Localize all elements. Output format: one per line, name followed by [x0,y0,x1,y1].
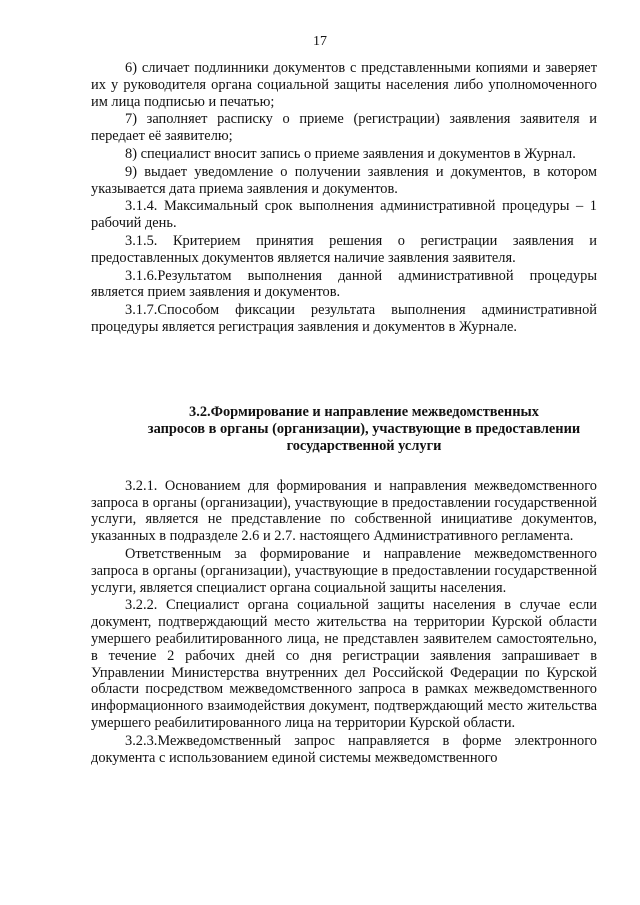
clause-3-1-6: 3.1.6.Результатом выполнения данной административной процедуры является прием заявления и документов. [91,267,597,301]
heading-line-2: запросов в органы (организации), участвующие в предоставлении [147,420,581,437]
clause-3-1-4: 3.1.4. Максимальный срок выполнения административной процедуры – 1 рабочий день. [91,198,597,232]
clause-3-2-2: 3.2.2. Специалист органа социальной защиты населения в случае если документ, подтверждающий место жительства на территории Курской области умершего реабилитированного лица, не представлен заявителем самостоятельно, в течение 2 рабочих дней со дня регистрации заявления запрашивает в Управлении Министерства внутренних дел Российской Федерации по Курской области посредством межведомственного запроса в рамках межведомственного информационного взаимодействия документ, подтверждающий место жительства умершего реабилитированного лица на территории Курской области. [91,597,597,731]
item-8-paragraph: 8) специалист вносит запись о приеме заявления и документов в Журнал. [125,145,576,162]
clause-3-1-7: 3.1.7.Способом фиксации результата выполнения административной процедуры является регистрация заявления и документов в Журнале. [91,302,597,335]
heading-line-1: 3.2.Формирование и направление межведомственных [189,403,539,420]
item-6-paragraph: 6) сличает подлинники документов с представленными копиями и заверяет их у руководителя органа социальной защиты населения либо уполномоченного им лица подписью и печатью; [91,60,597,110]
responsible-paragraph: Ответственным за формирование и направление межведомственного запроса в органы (организации), участвующие в предоставлении государственной услуги, является специалист органа социальной защиты населения. [91,545,597,596]
item-9-paragraph: 9) выдает уведомление о получении заявления и документов, в котором указывается дата приема заявления и документов. [91,163,597,197]
clause-3-1-5: 3.1.5. Критерием принятия решения о регистрации заявления и предоставленных документов является наличие заявления заявителя. [91,232,597,266]
clause-3-2-1: 3.2.1. Основанием для формирования и направления межведомственного запроса в органы (организации), участвующие в предоставлении государственной услуги, является не представление по собственной инициативе документов, указанных в подразделе 2.6 и 2.7. настоящего Административного регламента. [91,477,597,545]
heading-line-3: государственной услуги [286,437,442,454]
item-7-paragraph: 7) заполняет расписку о приеме (регистрации) заявления заявителя и передает её заявителю; [91,111,597,145]
document-body [91,60,597,766]
clause-3-2-3: 3.2.3.Межведомственный запрос направляется в форме электронного документа с использованием единой системы межведомственного [91,732,597,766]
page-number: 17 [313,34,327,49]
section-heading-3-2 [91,404,597,455]
